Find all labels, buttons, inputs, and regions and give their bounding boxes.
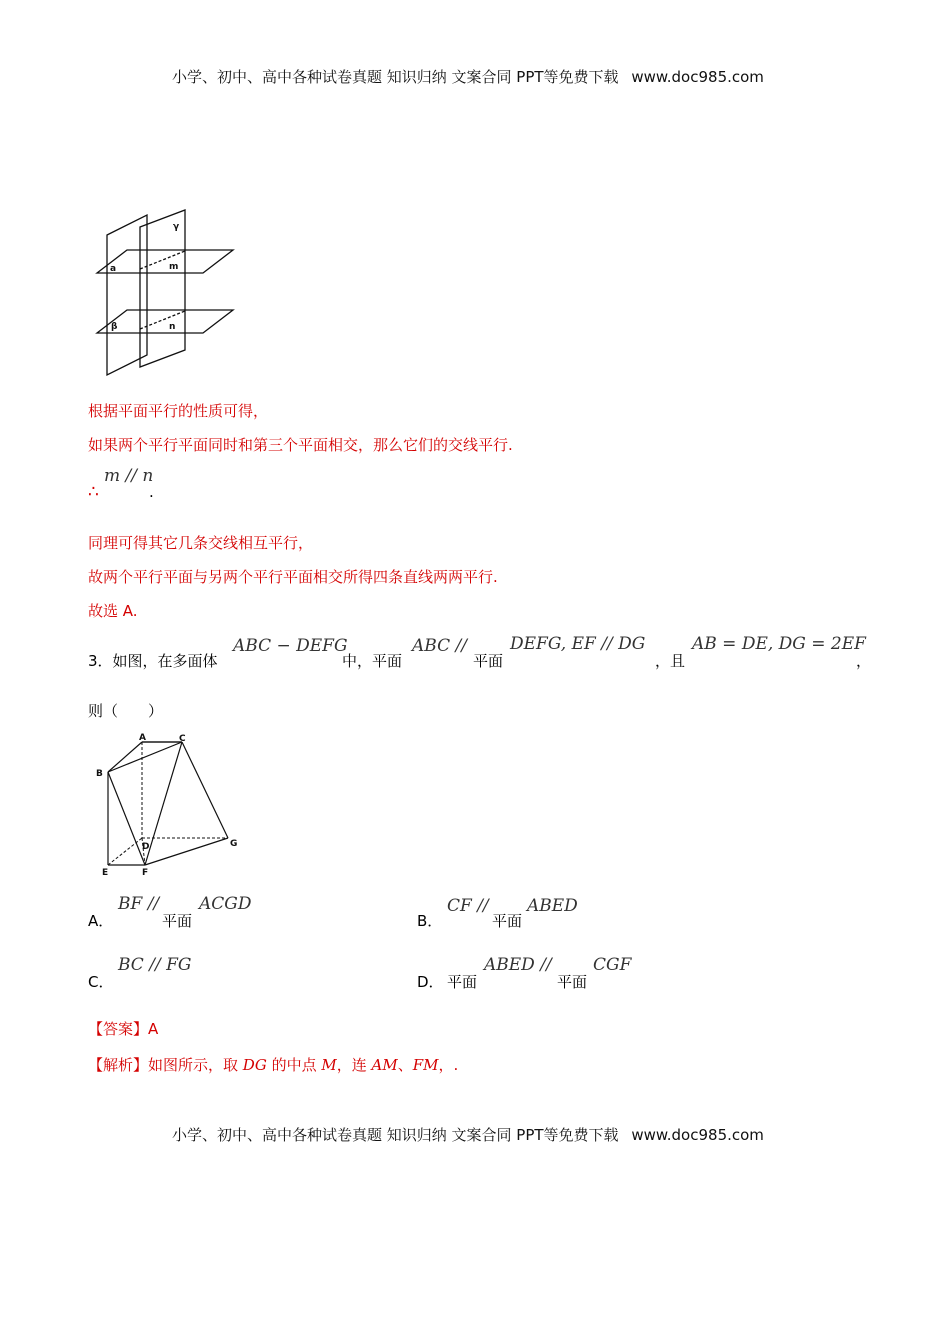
option-b-math-2: ABED xyxy=(527,896,578,916)
label-beta: β xyxy=(111,322,118,332)
option-d-text-1: 平面 xyxy=(447,973,478,991)
page-header xyxy=(172,66,764,87)
option-a-math-1: BF // xyxy=(118,894,160,914)
option-d-label: D． xyxy=(417,973,444,991)
option-a-math-2: ACGD xyxy=(199,894,252,914)
label-C: C xyxy=(179,734,186,744)
option-b-text: 平面 xyxy=(492,912,523,930)
solution-line-6: 故选 A. xyxy=(88,602,138,620)
label-F: F xyxy=(142,868,149,878)
option-a-label: A． xyxy=(88,912,114,930)
label-G: G xyxy=(230,839,238,849)
page-footer xyxy=(172,1124,764,1145)
label-E: E xyxy=(102,868,109,878)
analysis-m1: DG xyxy=(242,1056,267,1074)
solution-line-1: 根据平面平行的性质可得， xyxy=(88,402,269,420)
q3-math-3: DEFG, EF // DG xyxy=(510,634,646,654)
analysis-t4: 、 xyxy=(397,1056,413,1074)
solution-line-5: 故两个平行平面与另两个平行平面相交所得四条直线两两平行. xyxy=(88,568,498,586)
q3-text-qie: ，且 xyxy=(655,652,686,670)
polyhedron-figure xyxy=(90,732,250,877)
q3-text-pingmian: 平面 xyxy=(473,652,504,670)
q3-line-2: 则（ ） xyxy=(88,702,164,720)
solution-line-4: 同理可得其它几条交线相互平行， xyxy=(88,534,314,552)
label-alpha: a xyxy=(110,264,117,274)
answer-line: 【答案】A xyxy=(88,1020,159,1038)
option-d-text-2: 平面 xyxy=(557,973,588,991)
header-text: 小学、初中、高中各种试卷真题 知识归纳 文案合同 PPT等免费下载 xyxy=(172,68,619,86)
question-number: 3．如图，在多面体 xyxy=(88,652,218,670)
analysis-m3: AM xyxy=(371,1056,398,1074)
option-b-math-1: CF // xyxy=(447,896,489,916)
option-a-text: 平面 xyxy=(162,912,193,930)
footer-text: 小学、初中、高中各种试卷真题 知识归纳 文案合同 PPT等免费下载 xyxy=(172,1126,619,1144)
option-d-math-1: ABED // xyxy=(484,955,552,975)
therefore-symbol: ∴ xyxy=(88,482,99,502)
q3-math-4: AB = DE, DG = 2EF xyxy=(692,634,866,654)
option-c-label: C． xyxy=(88,973,114,991)
q3-math-1: ABC − DEFG xyxy=(233,636,348,656)
header-url: www.doc985.com xyxy=(631,68,764,86)
therefore-end: . xyxy=(149,483,154,501)
label-A: A xyxy=(139,733,146,743)
footer-url: www.doc985.com xyxy=(631,1126,764,1144)
option-d-math-2: CGF xyxy=(593,955,632,975)
option-c-math-1: BC // FG xyxy=(118,955,192,975)
analysis-t3: ，连 xyxy=(336,1056,372,1074)
analysis-m2: M xyxy=(321,1056,337,1074)
planes-figure xyxy=(85,205,245,375)
solution-line-2: 如果两个平行平面同时和第三个平面相交，那么它们的交线平行. xyxy=(88,436,513,454)
q3-math-2: ABC // xyxy=(412,636,467,656)
therefore-math: m // n xyxy=(104,466,154,486)
analysis-m4: FM xyxy=(412,1056,439,1074)
analysis-t5: ，. xyxy=(438,1056,459,1074)
analysis-t1: 如图所示，取 xyxy=(148,1056,243,1074)
option-b-label: B． xyxy=(417,912,443,930)
q3-text-zhong: 中，平面 xyxy=(342,652,403,670)
label-gamma: γ xyxy=(173,222,180,232)
q3-comma: ， xyxy=(856,652,872,670)
label-m: m xyxy=(169,262,179,272)
analysis-line xyxy=(88,1054,458,1075)
analysis-tag: 【解析】 xyxy=(88,1056,149,1074)
label-B: B xyxy=(96,769,103,779)
analysis-t2: 的中点 xyxy=(266,1056,322,1074)
label-n: n xyxy=(169,322,176,332)
label-D: D xyxy=(142,842,150,852)
